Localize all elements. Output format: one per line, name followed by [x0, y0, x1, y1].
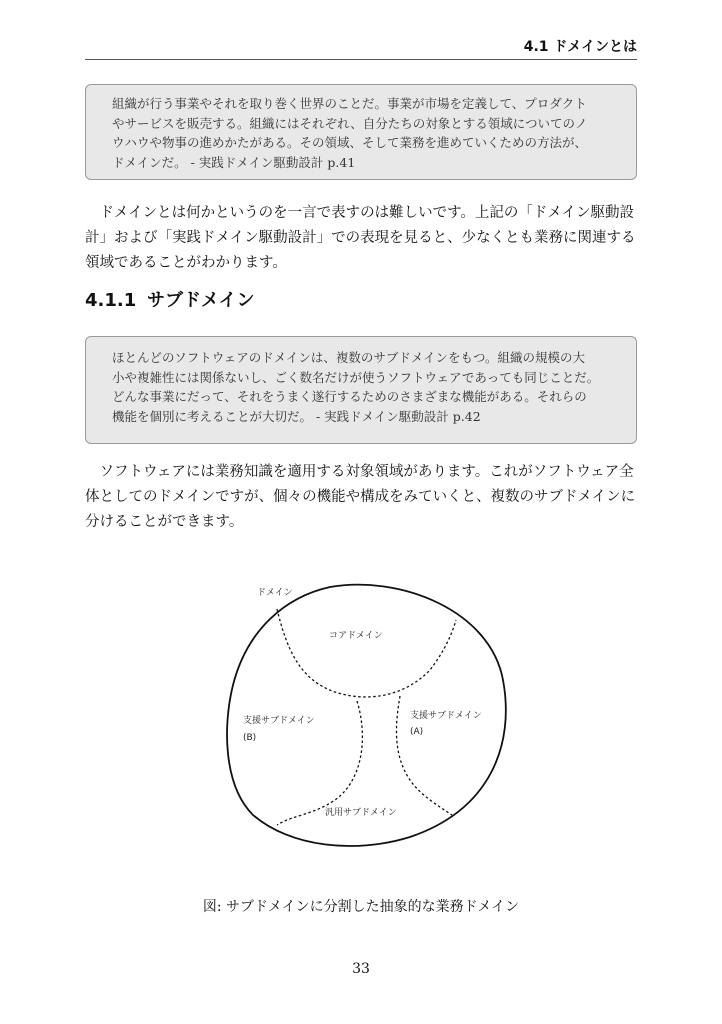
- quote-line: 組織が行う事業やそれを取り巻く世界のことだ。事業が市場を定義して、プロダクト: [112, 96, 587, 111]
- body-paragraph-subdomain: [85, 460, 637, 535]
- header-rule: [85, 59, 637, 60]
- paragraph-line: ドメインとは何かというのを一言で表すのは難しいです。上記の「ドメイン駆動設: [99, 205, 634, 221]
- body-paragraph-domain: [85, 201, 637, 276]
- paragraph-line: 体としてのドメインですが、個々の機能や構成をみていくと、複数のサブドメインに: [85, 489, 636, 505]
- support-b-id-label: (B): [243, 733, 257, 743]
- core-subdomain-border: [277, 609, 456, 697]
- support-a-id-label: (A): [410, 727, 424, 737]
- paragraph-line: 領域であることがわかります。: [85, 255, 287, 271]
- paragraph-line: ソフトウェアには業務知識を適用する対象領域があります。これがソフトウェア全: [99, 464, 634, 480]
- quote-line: ウハウや物事の進めかたがある。その領域、そして業務を進めていくための方法が、: [112, 135, 588, 150]
- support-a-label: 支援サブドメイン: [410, 711, 482, 721]
- quote-line: ほとんどのソフトウェアのドメインは、複数のサブドメインをもつ。組織の規模の大: [112, 350, 586, 365]
- quote-line: 機能を個別に考えることが大切だ。 - 実践ドメイン駆動設計 p.42: [112, 408, 481, 424]
- subdomain-diagram: [215, 575, 515, 855]
- quote-line: ドメインだ。 - 実践ドメイン駆動設計 p.41: [112, 154, 356, 170]
- page-number: 33: [352, 961, 370, 977]
- section-number: 4.1.1: [85, 290, 137, 311]
- section-heading: [85, 286, 254, 312]
- section-title-text: サブドメイン: [147, 290, 255, 311]
- domain-label: ドメイン: [257, 588, 293, 598]
- quote-line: 小や複雑性には関係ないし、ごく数名だけが使うソフトウェアであっても同じことだ。: [112, 369, 600, 385]
- support-b-label: 支援サブドメイン: [243, 716, 315, 726]
- quote-line: やサービスを販売する。組織にはそれぞれ、自分たちの対象とする領域についてのノ: [112, 115, 588, 131]
- paragraph-line: 計」および「実践ドメイン駆動設計」での表現を見ると、少なくとも業務に関連する: [85, 230, 636, 246]
- paragraph-line: 分けることができます。: [85, 514, 244, 530]
- core-domain-label: コアドメイン: [329, 631, 383, 641]
- quote-line: どんな事業にだって、それをうまく遂行するためのさまざまな機能がある。それらの: [112, 389, 587, 404]
- figure-caption: 図: サブドメインに分割した抽象的な業務ドメイン: [202, 899, 520, 915]
- quote-block-domain: [85, 84, 637, 180]
- running-header: 4.1 ドメインとは: [523, 39, 637, 55]
- generic-subdomain-label: 汎用サブドメイン: [325, 808, 397, 818]
- quote-block-subdomain: [85, 336, 637, 444]
